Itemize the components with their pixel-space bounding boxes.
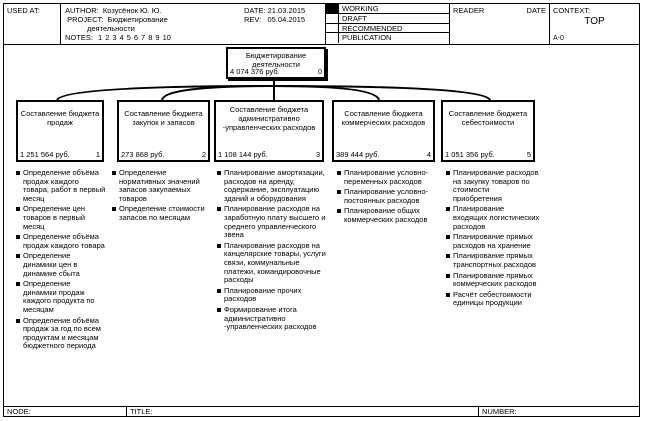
status-label: RECOMMENDED — [342, 23, 403, 33]
number-label: NUMBER: — [478, 407, 517, 416]
list-item: Планирование условно-постоянных расходов — [337, 188, 440, 205]
list-item: Определение объёма продаж каждого товара — [16, 233, 106, 250]
project-value-2: деятельности — [87, 24, 135, 33]
activity-title: Составление бюджета коммерческих расходов — [341, 109, 426, 127]
list-item: Планирование расходов на канцелярские товары, услуги связи, коммунальные платежи, командировочные расходы — [217, 242, 329, 285]
activity-cost: 1 051 356 руб. — [445, 150, 495, 159]
activity-number: 1 — [95, 150, 100, 159]
date-value: 21.03.2015 — [267, 6, 306, 15]
list-item: Определение цен товаров в первый месяц — [16, 205, 106, 231]
root-title: Бюджетирование деятельности — [245, 51, 307, 69]
branch-line-1 — [57, 86, 274, 100]
date-label: DATE: — [244, 6, 266, 15]
list-item: Планирование прямых транспортных расходов — [446, 252, 540, 269]
branch-line-4 — [274, 86, 379, 100]
rev-label: REV: — [244, 15, 262, 24]
reader-date-label: DATE — [526, 6, 546, 15]
note-number[interactable]: 1 — [98, 33, 103, 42]
diagram-frame — [3, 3, 640, 417]
list-item: Определение объёма продаж каждого товара, работ в первый месяц — [16, 169, 106, 203]
root-cost: 4 074 376 руб. — [230, 67, 280, 76]
activity-box-2[interactable] — [117, 100, 210, 162]
activity-cost: 1 108 144 руб. — [218, 150, 268, 159]
note-number[interactable]: 5 — [126, 33, 131, 42]
note-number[interactable]: 4 — [119, 33, 124, 42]
reader-label: READER — [453, 6, 485, 15]
list-item: Планирование прямых расходов на хранение — [446, 233, 540, 250]
activity-list-4 — [337, 169, 440, 227]
status-label: WORKING — [342, 4, 379, 13]
activity-box-5[interactable] — [441, 100, 535, 162]
activity-box-1[interactable] — [16, 100, 104, 162]
list-item: Планирование общих коммерческих расходов — [337, 207, 440, 224]
context-value: TOP — [584, 16, 605, 27]
note-number[interactable]: 6 — [133, 33, 139, 42]
list-item: Формирование итога административно -управленческих расходов — [217, 306, 329, 332]
node-label: NODE: — [7, 407, 31, 416]
list-item: Планирование прямых коммерческих расходов — [446, 272, 540, 289]
branch-line-2 — [162, 86, 274, 100]
footer — [4, 406, 639, 416]
node-ref: A-0 — [553, 35, 564, 42]
activity-cost: 273 868 руб. — [121, 150, 165, 159]
context-label: CONTEXT: — [553, 6, 591, 15]
list-item: Планирование амортизации, расходов на аренду, содержание, эксплуатацию зданий и оборудования — [217, 169, 329, 203]
note-number[interactable]: 9 — [155, 33, 160, 42]
note-number[interactable]: 3 — [112, 33, 117, 42]
activity-title: Составление бюджета продаж — [20, 109, 100, 127]
list-item: Планирование расходов на закупку товаров по стоимости приобретения — [446, 169, 540, 203]
activity-number: 2 — [201, 150, 206, 159]
author-label: AUTHOR: — [65, 6, 99, 15]
list-item: Планирование входящих логистических расходов — [446, 205, 540, 231]
status-label: PUBLICATION — [342, 33, 392, 43]
activity-number: 4 — [426, 150, 431, 159]
activity-number: 5 — [526, 150, 531, 159]
activity-cost: 389 444 руб. — [336, 150, 380, 159]
activity-number: 3 — [315, 150, 320, 159]
list-item: Планирование расходов на заработную плату высшего и среднего управленческого звена — [217, 205, 329, 239]
activity-title: Составление бюджета себестоимости — [448, 109, 528, 127]
note-number[interactable]: 2 — [105, 33, 110, 42]
title-label: TITLE: — [126, 407, 153, 416]
list-item: Определение динамики цен в динамике сбыта — [16, 252, 106, 278]
list-item: Определение объёма продаж за год по всем продуктам и месяцам бюджетного периода — [16, 317, 106, 351]
list-item: Планирование условно-переменных расходов — [337, 169, 440, 186]
project-value: Бюджетирование — [107, 15, 168, 24]
root-activity-box[interactable] — [226, 47, 326, 79]
list-item: Определение стоимости запасов по месяцам — [112, 205, 211, 222]
activity-list-3 — [217, 169, 329, 334]
note-number[interactable]: 7 — [141, 33, 146, 42]
activity-title: Составление бюджета административно -управленческих расходов — [222, 105, 316, 132]
activity-box-4[interactable] — [332, 100, 435, 162]
root-number: 0 — [317, 67, 322, 76]
list-item: Планирование прочих расходов — [217, 287, 329, 304]
note-number[interactable]: 8 — [148, 33, 153, 42]
project-label: PROJECT: — [67, 15, 104, 24]
activity-list-2 — [112, 169, 211, 225]
notes-label: NOTES: — [65, 33, 93, 42]
branch-line-5 — [274, 86, 490, 100]
list-item: Расчёт себестоимости единицы продукции — [446, 291, 540, 308]
activity-cost: 1 251 564 руб. — [20, 150, 70, 159]
activity-list-1 — [16, 169, 106, 353]
list-item: Определение нормативных значений запасов закупаемых товаров — [112, 169, 211, 203]
activity-box-3[interactable] — [214, 100, 324, 162]
status-label: DRAFT — [342, 13, 367, 23]
rev-value: 05.04.2015 — [267, 15, 306, 24]
author-value: Козусёнок Ю. Ю. — [102, 6, 162, 15]
list-item: Определение динамики продаж каждого продукта по месяцам — [16, 280, 106, 314]
note-number[interactable]: 10 — [162, 33, 171, 42]
activity-title: Составление бюджета закупок и запасов — [124, 109, 203, 127]
activity-list-5 — [446, 169, 540, 310]
used-at-label: USED AT: — [7, 6, 40, 15]
